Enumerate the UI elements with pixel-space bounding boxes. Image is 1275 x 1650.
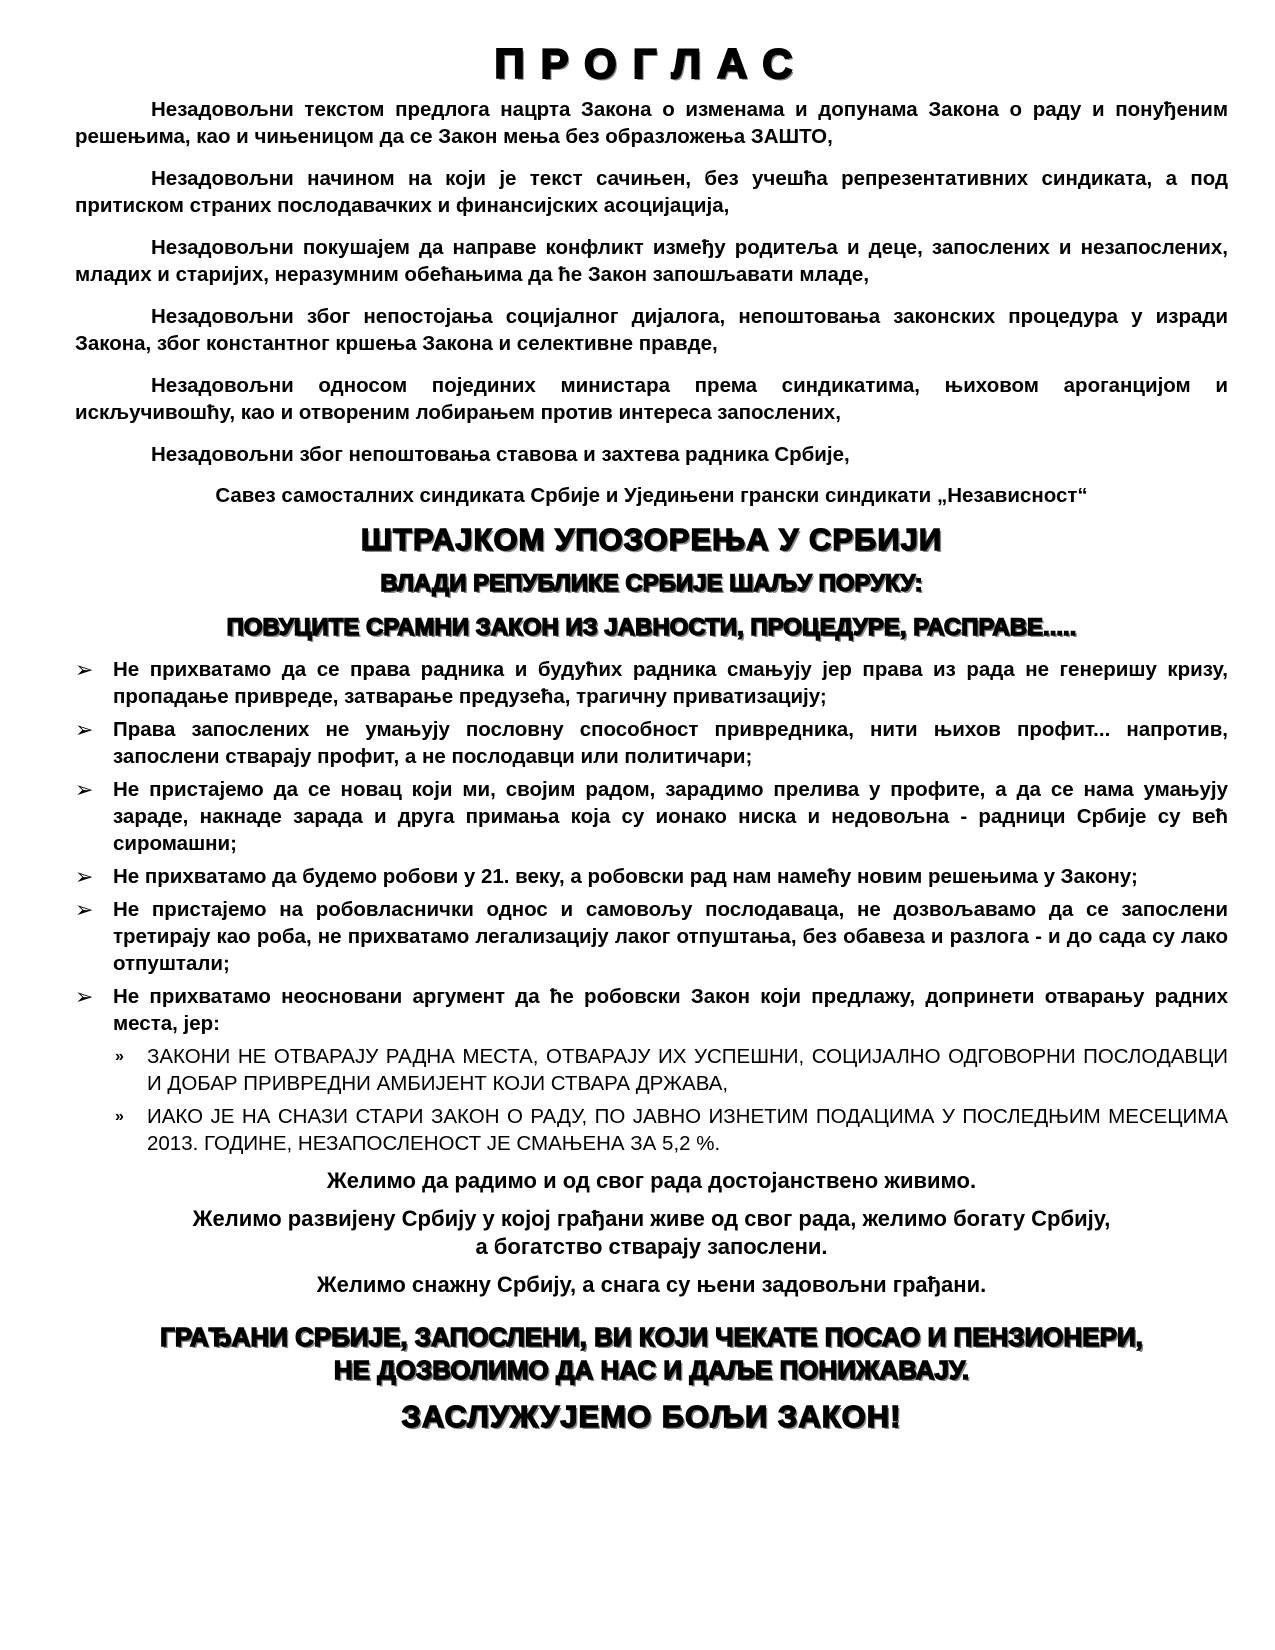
list-item [75, 863, 1228, 890]
grievance-paragraph-3: Незадовољни покушајем да направе конфликт између родитеља и деце, запослених и незапослених, младих и старијих, неразумним обећањима да ће Закон запошљавати младе, [75, 236, 1228, 286]
government-heading: ВЛАДИ РЕПУБЛИКЕ СРБИЈЕ ШАЉУ ПОРУКУ: [380, 570, 923, 597]
sub-reason-text: ИАКО ЈЕ НА СНАЗИ СТАРИ ЗАКОН О РАДУ, ПО ЈАВНО ИЗНЕТИМ ПОДАЦИМА У ПОСЛЕДЊИМ МЕСЕЦИМА 2013. ГОДИНЕ, НЕЗАПОСЛЕНОСТ ЈЕ СМАЊЕНА ЗА 5,2 %. [147, 1105, 1228, 1155]
demands-list [75, 656, 1228, 1037]
arrow-bullet-icon: ➢ [75, 897, 94, 922]
proclamation-page [75, 40, 1228, 1435]
demand-text: Не пристајемо да се новац који ми, својим радом, зарадимо прелива у профите, а да се нама умањују зараде, накнаде зарада и друга примања која су ионако ниска и недовољна - радници Србије су већ сиромашни; [113, 778, 1228, 855]
demand-text: Не прихватамо да се права радника и будућих радника смањују јер права из рада не генеришу кризу, пропадање привреде, затварање предузећа, трагичну приватизацију; [113, 658, 1228, 708]
wish-strong: Желимо снажну Србију, а снага су њени задовољни грађани. [316, 1272, 987, 1297]
closing-slogan: ЗАСЛУЖУЈЕМО БОЉИ ЗАКОН! [401, 1399, 902, 1434]
grievance-paragraph-2: Незадовољни начином на који је текст сачињен, без учешћа репрезентативних синдиката, а под притиском страних послодавачких и финансијских асоцијација, [75, 167, 1228, 217]
list-item [75, 983, 1228, 1037]
wish-developed-line-2: а богатство стварају запослени. [475, 1234, 828, 1259]
list-item [75, 1043, 1228, 1097]
arrow-bullet-icon: ➢ [75, 984, 94, 1009]
arrow-bullet-icon: ➢ [75, 717, 94, 742]
list-item [75, 656, 1228, 710]
list-item [75, 776, 1228, 857]
grievance-paragraph-4: Незадовољни због непостојања социјалног дијалога, непоштовања законских процедура у изради Закона, због константног кршења Закона и селективне правде, [75, 305, 1228, 355]
citizens-appeal-line-1: ГРАЂАНИ СРБИЈЕ, ЗАПОСЛЕНИ, ВИ КОЈИ ЧЕКАТЕ ПОСАО И ПЕНЗИОНЕРИ, [160, 1322, 1143, 1352]
strike-heading: ШТРАЈКОМ УПОЗОРЕЊА У СРБИЈИ [360, 522, 943, 557]
sub-reasons-list [75, 1043, 1228, 1157]
demand-text: Права запослених не умањују пословну способност привредника, нити њихов профит... напротив, запослени стварају профит, а не послодавци или политичари; [113, 718, 1228, 768]
citizens-appeal-line-2: НЕ ДОЗВОЛИМО ДА НАС И ДАЉЕ ПОНИЖАВАЈУ. [333, 1355, 970, 1385]
withdraw-heading: ПОВУЦИТЕ СРАМНИ ЗАКОН ИЗ ЈАВНОСТИ, ПРОЦЕДУРЕ, РАСПРАВЕ..... [226, 614, 1077, 641]
document-title: ПРОГЛАС [494, 40, 809, 87]
demand-text: Не пристајемо на робовласнички однос и самовољу послодаваца, не дозвољавамо да се запослени третирају као роба, не прихватамо легализацију лаког отпуштања, без обавеза и разлога - и до сада су лако отпуштали; [113, 898, 1228, 975]
arrow-bullet-icon: ➢ [75, 657, 94, 682]
arrow-bullet-icon: ➢ [75, 777, 94, 802]
wish-developed-line-1: Желимо развијену Србију у којој грађани живе од свог рада, желимо богату Србију, [192, 1206, 1111, 1231]
guillemet-bullet-icon: » [115, 1048, 124, 1065]
arrow-bullet-icon: ➢ [75, 864, 94, 889]
list-item [75, 1103, 1228, 1157]
grievance-paragraph-1: Незадовољни текстом предлога нацрта Закона о изменама и допунама Закона о раду и понуђеним решењима, као и чињеницом да се Закон мења без образложења ЗАШТО, [75, 98, 1228, 148]
grievance-paragraph-5: Незадовољни односом појединих министара према синдикатима, њиховом ароганцијом и искључивошћу, као и отвореним лобирањем против интереса запослених, [75, 374, 1228, 424]
citizens-appeal [75, 1321, 1228, 1387]
grievance-paragraph-6: Незадовољни због непоштовања ставова и захтева радника Србије, [151, 443, 850, 466]
demand-text: Не прихватамо неосновани аргумент да ће робовски Закон који предлажу, допринети отварању радних места, јер: [113, 985, 1228, 1035]
union-names: Савез самосталних синдиката Србије и Уједињени грански синдикати „Независност“ [215, 484, 1088, 507]
demand-text: Не прихватамо да будемо робови у 21. веку, а робовски рад нам намећу новим решењима у Закону; [113, 865, 1138, 888]
wish-developed [75, 1205, 1228, 1261]
list-item [75, 716, 1228, 770]
wish-work: Желимо да радимо и од свог рада достојанствено живимо. [326, 1168, 977, 1193]
list-item [75, 896, 1228, 977]
guillemet-bullet-icon: » [115, 1108, 124, 1125]
sub-reason-text: ЗАКОНИ НЕ ОТВАРАЈУ РАДНА МЕСТА, ОТВАРАЈУ ИХ УСПЕШНИ, СОЦИЈАЛНО ОДГОВОРНИ ПОСЛОДАВЦИ И ДОБАР ПРИВРЕДНИ АМБИЈЕНТ КОЈИ СТВАРА ДРЖАВА, [147, 1045, 1228, 1095]
